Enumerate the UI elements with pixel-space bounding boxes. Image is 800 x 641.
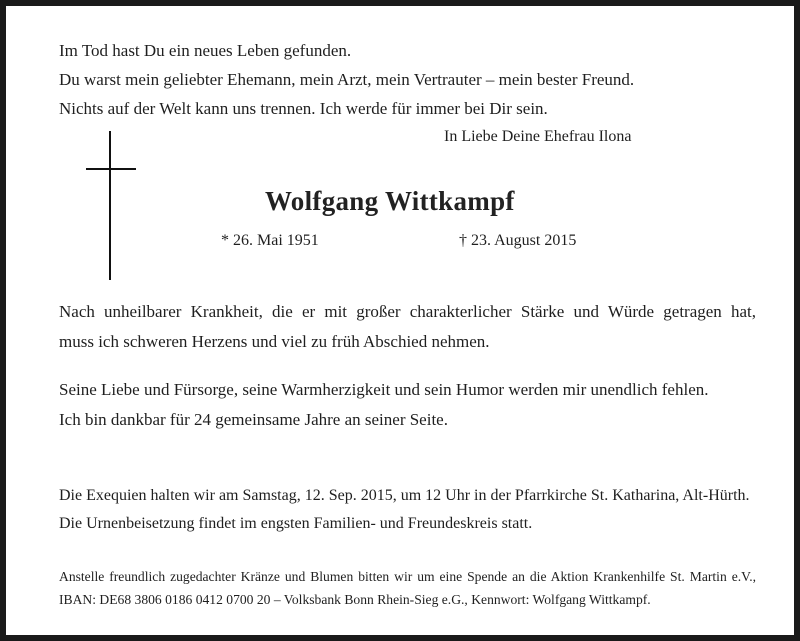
body-paragraph-1-line-1: Nach unheilbarer Krankheit, die er mit großer charakterlicher Stärke und Würde getragen hat, <box>59 302 756 321</box>
poem-line-2: Du warst mein geliebter Ehemann, mein Arzt, mein Vertrauter – mein bester Freund. <box>59 70 635 89</box>
body-paragraph-2-line-1: Seine Liebe und Fürsorge, seine Warmherzigkeit und sein Humor werden mir unendlich fehlen. <box>59 380 709 399</box>
poem-signature: In Liebe Deine Ehefrau Ilona <box>444 128 632 145</box>
cross-vertical-bar <box>109 131 111 280</box>
funeral-line-1: Die Exequien halten wir am Samstag, 12. Sep. 2015, um 12 Uhr in der Pfarrkirche St. Katharina, Alt-Hürth. <box>59 487 750 504</box>
birth-date: * 26. Mai 1951 <box>221 232 319 249</box>
poem-line-3: Nichts auf der Welt kann uns trennen. Ich werde für immer bei Dir sein. <box>59 99 548 118</box>
funeral-line-2: Die Urnenbeisetzung findet im engsten Familien- und Freundeskreis statt. <box>59 515 533 532</box>
deceased-name: Wolfgang Wittkampf <box>265 186 515 216</box>
death-date: † 23. August 2015 <box>459 232 577 249</box>
donation-line-1: Anstelle freundlich zugedachter Kränze und Blumen bitten wir um eine Spende an die Aktion Krankenhilfe St. Martin e.V., <box>59 569 756 584</box>
cross-horizontal-bar <box>86 168 136 170</box>
body-paragraph-1-line-2: muss ich schweren Herzens und viel zu früh Abschied nehmen. <box>59 332 490 351</box>
body-paragraph-2-line-2: Ich bin dankbar für 24 gemeinsame Jahre an seiner Seite. <box>59 410 448 429</box>
poem-line-1: Im Tod hast Du ein neues Leben gefunden. <box>59 41 352 60</box>
donation-line-2: IBAN: DE68 3806 0186 0412 0700 20 – Volksbank Bonn Rhein-Sieg e.G., Kennwort: Wolfgang Wittkampf. <box>59 592 651 607</box>
